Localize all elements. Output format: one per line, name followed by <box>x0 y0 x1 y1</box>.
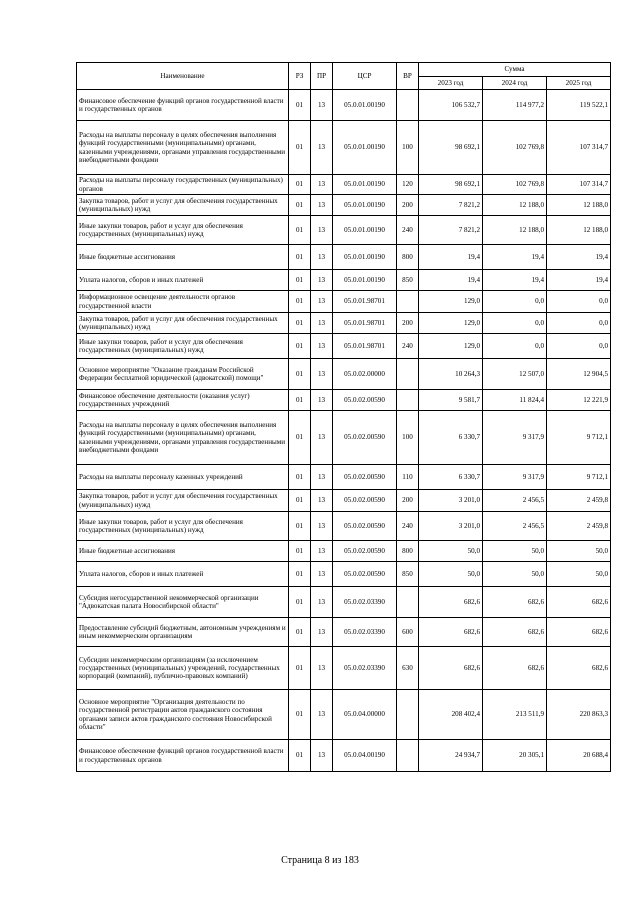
cell-v2023: 50,0 <box>419 562 483 587</box>
cell-v2024: 114 977,2 <box>483 90 547 121</box>
cell-v2025: 2 459,8 <box>547 490 611 512</box>
cell-vr: 630 <box>397 647 419 690</box>
cell-rz: 01 <box>289 313 311 334</box>
cell-v2023: 6 330,7 <box>419 411 483 465</box>
cell-v2024: 213 511,9 <box>483 690 547 740</box>
table-row <box>77 587 611 618</box>
cell-vr: 850 <box>397 270 419 291</box>
cell-rz: 01 <box>289 690 311 740</box>
table-body <box>77 90 611 772</box>
cell-v2024: 50,0 <box>483 541 547 562</box>
cell-pr: 13 <box>311 390 333 411</box>
cell-rz: 01 <box>289 411 311 465</box>
cell-name: Информационное освещение деятельности органов государственной власти <box>77 291 289 313</box>
cell-vr <box>397 359 419 390</box>
cell-csr: 05.0.01.98701 <box>333 313 397 334</box>
header-pr: ПР <box>311 63 333 90</box>
cell-name: Расходы на выплаты персоналу казенных учреждений <box>77 465 289 490</box>
cell-v2024: 12 188,0 <box>483 195 547 216</box>
cell-name: Субсидия негосударственной некоммерческой организации "Адвокатская палата Новосибирской области" <box>77 587 289 618</box>
cell-v2024: 19,4 <box>483 270 547 291</box>
cell-pr: 13 <box>311 562 333 587</box>
cell-rz: 01 <box>289 291 311 313</box>
cell-csr: 05.0.02.00590 <box>333 390 397 411</box>
table-row <box>77 465 611 490</box>
cell-v2025: 19,4 <box>547 270 611 291</box>
cell-csr: 05.0.01.98701 <box>333 291 397 313</box>
cell-rz: 01 <box>289 587 311 618</box>
cell-rz: 01 <box>289 740 311 772</box>
page-number: Страница 8 из 183 <box>281 855 359 866</box>
cell-v2025: 12 188,0 <box>547 195 611 216</box>
cell-v2025: 12 221,9 <box>547 390 611 411</box>
cell-pr: 13 <box>311 541 333 562</box>
cell-rz: 01 <box>289 216 311 245</box>
cell-v2025: 220 863,3 <box>547 690 611 740</box>
table-row <box>77 390 611 411</box>
cell-vr: 120 <box>397 175 419 195</box>
header-rz: РЗ <box>289 63 311 90</box>
cell-v2023: 98 692,1 <box>419 175 483 195</box>
cell-vr <box>397 740 419 772</box>
cell-rz: 01 <box>289 121 311 175</box>
cell-v2025: 682,6 <box>547 647 611 690</box>
cell-v2023: 106 532,7 <box>419 90 483 121</box>
cell-rz: 01 <box>289 245 311 270</box>
cell-rz: 01 <box>289 490 311 512</box>
cell-v2024: 50,0 <box>483 562 547 587</box>
cell-name: Финансовое обеспечение деятельности (оказания услуг) государственных учреждений <box>77 390 289 411</box>
cell-v2024: 9 317,9 <box>483 465 547 490</box>
table-row <box>77 245 611 270</box>
cell-csr: 05.0.01.98701 <box>333 334 397 359</box>
cell-v2023: 9 581,7 <box>419 390 483 411</box>
cell-v2025: 119 522,1 <box>547 90 611 121</box>
cell-v2024: 0,0 <box>483 291 547 313</box>
table-row <box>77 690 611 740</box>
cell-v2023: 19,4 <box>419 270 483 291</box>
cell-pr: 13 <box>311 465 333 490</box>
header-2025: 2025 год <box>547 77 611 90</box>
cell-vr <box>397 390 419 411</box>
cell-v2024: 11 824,4 <box>483 390 547 411</box>
cell-v2025: 50,0 <box>547 562 611 587</box>
cell-rz: 01 <box>289 562 311 587</box>
cell-csr: 05.0.02.00000 <box>333 359 397 390</box>
cell-v2023: 129,0 <box>419 334 483 359</box>
cell-v2025: 12 904,5 <box>547 359 611 390</box>
header-2023: 2023 год <box>419 77 483 90</box>
table-row <box>77 411 611 465</box>
cell-pr: 13 <box>311 359 333 390</box>
cell-v2023: 129,0 <box>419 291 483 313</box>
cell-v2024: 19,4 <box>483 245 547 270</box>
cell-vr: 110 <box>397 465 419 490</box>
cell-rz: 01 <box>289 512 311 541</box>
table-row <box>77 512 611 541</box>
cell-v2023: 3 201,0 <box>419 490 483 512</box>
cell-v2024: 682,6 <box>483 618 547 647</box>
table-row <box>77 90 611 121</box>
cell-pr: 13 <box>311 90 333 121</box>
cell-rz: 01 <box>289 270 311 291</box>
cell-vr <box>397 690 419 740</box>
cell-vr: 200 <box>397 313 419 334</box>
table-row <box>77 195 611 216</box>
cell-name: Основное мероприятие "Оказание гражданам Российской Федерации бесплатной юридической (адвокатской) помощи" <box>77 359 289 390</box>
cell-pr: 13 <box>311 587 333 618</box>
cell-name: Иные закупки товаров, работ и услуг для обеспечения государственных (муниципальных) нужд <box>77 216 289 245</box>
cell-vr: 800 <box>397 245 419 270</box>
cell-v2023: 7 821,2 <box>419 195 483 216</box>
cell-csr: 05.0.02.00590 <box>333 490 397 512</box>
cell-v2023: 682,6 <box>419 647 483 690</box>
cell-csr: 05.0.01.00190 <box>333 121 397 175</box>
cell-csr: 05.0.04.00000 <box>333 690 397 740</box>
cell-csr: 05.0.02.03390 <box>333 618 397 647</box>
cell-v2024: 102 769,8 <box>483 121 547 175</box>
cell-v2023: 98 692,1 <box>419 121 483 175</box>
cell-pr: 13 <box>311 740 333 772</box>
cell-rz: 01 <box>289 195 311 216</box>
cell-pr: 13 <box>311 490 333 512</box>
cell-v2024: 20 305,1 <box>483 740 547 772</box>
cell-csr: 05.0.01.00190 <box>333 195 397 216</box>
header-csr: ЦСР <box>333 63 397 90</box>
cell-v2025: 107 314,7 <box>547 175 611 195</box>
cell-name: Уплата налогов, сборов и иных платежей <box>77 270 289 291</box>
cell-csr: 05.0.01.00190 <box>333 245 397 270</box>
cell-v2024: 12 188,0 <box>483 216 547 245</box>
cell-csr: 05.0.02.03390 <box>333 587 397 618</box>
table-row <box>77 291 611 313</box>
cell-name: Иные бюджетные ассигнования <box>77 541 289 562</box>
cell-v2024: 0,0 <box>483 334 547 359</box>
cell-v2025: 0,0 <box>547 334 611 359</box>
cell-v2024: 0,0 <box>483 313 547 334</box>
cell-pr: 13 <box>311 216 333 245</box>
cell-csr: 05.0.01.00190 <box>333 216 397 245</box>
cell-pr: 13 <box>311 512 333 541</box>
cell-pr: 13 <box>311 618 333 647</box>
cell-vr <box>397 291 419 313</box>
cell-pr: 13 <box>311 291 333 313</box>
cell-pr: 13 <box>311 175 333 195</box>
cell-v2025: 0,0 <box>547 313 611 334</box>
cell-name: Расходы на выплаты персоналу в целях обеспечения выполнения функций государственными (муниципальными) органами, казенными учреждениями, органами управления государственными внебюджетными фондами <box>77 121 289 175</box>
cell-pr: 13 <box>311 195 333 216</box>
cell-vr <box>397 90 419 121</box>
cell-v2025: 50,0 <box>547 541 611 562</box>
cell-v2025: 682,6 <box>547 618 611 647</box>
cell-v2023: 208 402,4 <box>419 690 483 740</box>
table-row <box>77 740 611 772</box>
table-row <box>77 216 611 245</box>
cell-v2023: 50,0 <box>419 541 483 562</box>
cell-vr: 100 <box>397 121 419 175</box>
header-name: Наименование <box>77 63 289 90</box>
header-sum: Сумма <box>419 63 611 77</box>
cell-rz: 01 <box>289 465 311 490</box>
cell-name: Расходы на выплаты персоналу в целях обеспечения выполнения функций государственными (муниципальными) органами, казенными учреждениями, органами управления государственными внебюджетными фондами <box>77 411 289 465</box>
cell-v2023: 7 821,2 <box>419 216 483 245</box>
cell-csr: 05.0.01.00190 <box>333 90 397 121</box>
header-vr: ВР <box>397 63 419 90</box>
cell-vr: 240 <box>397 334 419 359</box>
cell-vr <box>397 587 419 618</box>
cell-v2025: 9 712,1 <box>547 411 611 465</box>
cell-name: Закупка товаров, работ и услуг для обеспечения государственных (муниципальных) нужд <box>77 313 289 334</box>
cell-rz: 01 <box>289 359 311 390</box>
cell-v2024: 682,6 <box>483 587 547 618</box>
header-2024: 2024 год <box>483 77 547 90</box>
cell-pr: 13 <box>311 313 333 334</box>
cell-name: Иные бюджетные ассигнования <box>77 245 289 270</box>
cell-v2024: 2 456,5 <box>483 490 547 512</box>
cell-pr: 13 <box>311 121 333 175</box>
cell-vr: 240 <box>397 512 419 541</box>
cell-v2025: 0,0 <box>547 291 611 313</box>
cell-pr: 13 <box>311 270 333 291</box>
cell-vr: 200 <box>397 195 419 216</box>
table-row <box>77 313 611 334</box>
cell-pr: 13 <box>311 690 333 740</box>
cell-csr: 05.0.01.00190 <box>333 175 397 195</box>
cell-pr: 13 <box>311 647 333 690</box>
cell-v2025: 19,4 <box>547 245 611 270</box>
cell-name: Финансовое обеспечение функций органов государственной власти и государственных органов <box>77 90 289 121</box>
cell-v2025: 107 314,7 <box>547 121 611 175</box>
cell-v2025: 12 188,0 <box>547 216 611 245</box>
cell-v2025: 2 459,8 <box>547 512 611 541</box>
cell-v2024: 102 769,8 <box>483 175 547 195</box>
cell-v2025: 20 688,4 <box>547 740 611 772</box>
cell-csr: 05.0.02.00590 <box>333 465 397 490</box>
cell-name: Финансовое обеспечение функций органов государственной власти и государственных органов <box>77 740 289 772</box>
cell-name: Предоставление субсидий бюджетным, автономным учреждениям и иным некоммерческим организациям <box>77 618 289 647</box>
cell-vr: 850 <box>397 562 419 587</box>
cell-pr: 13 <box>311 411 333 465</box>
table-row <box>77 175 611 195</box>
cell-name: Иные закупки товаров, работ и услуг для обеспечения государственных (муниципальных) нужд <box>77 334 289 359</box>
cell-v2024: 12 507,0 <box>483 359 547 390</box>
cell-name: Расходы на выплаты персоналу государственных (муниципальных) органов <box>77 175 289 195</box>
cell-name: Закупка товаров, работ и услуг для обеспечения государственных (муниципальных) нужд <box>77 195 289 216</box>
cell-v2023: 6 330,7 <box>419 465 483 490</box>
cell-v2025: 9 712,1 <box>547 465 611 490</box>
cell-v2023: 682,6 <box>419 587 483 618</box>
cell-vr: 100 <box>397 411 419 465</box>
cell-v2023: 129,0 <box>419 313 483 334</box>
cell-rz: 01 <box>289 334 311 359</box>
cell-csr: 05.0.02.00590 <box>333 411 397 465</box>
cell-pr: 13 <box>311 334 333 359</box>
cell-pr: 13 <box>311 245 333 270</box>
cell-vr: 600 <box>397 618 419 647</box>
cell-csr: 05.0.02.00590 <box>333 562 397 587</box>
cell-rz: 01 <box>289 175 311 195</box>
cell-v2023: 10 264,3 <box>419 359 483 390</box>
table-row <box>77 270 611 291</box>
cell-v2024: 9 317,9 <box>483 411 547 465</box>
cell-v2023: 24 934,7 <box>419 740 483 772</box>
cell-csr: 05.0.02.00590 <box>333 541 397 562</box>
cell-rz: 01 <box>289 647 311 690</box>
table-row <box>77 490 611 512</box>
cell-csr: 05.0.02.00590 <box>333 512 397 541</box>
budget-table <box>76 62 611 772</box>
cell-name: Иные закупки товаров, работ и услуг для обеспечения государственных (муниципальных) нужд <box>77 512 289 541</box>
cell-name: Субсидии некоммерческим организациям (за исключением государственных (муниципальных) учреждений, государственных корпораций (компаний), публично-правовых компаний) <box>77 647 289 690</box>
table-row <box>77 359 611 390</box>
cell-v2025: 682,6 <box>547 587 611 618</box>
cell-name: Уплата налогов, сборов и иных платежей <box>77 562 289 587</box>
cell-csr: 05.0.02.03390 <box>333 647 397 690</box>
cell-rz: 01 <box>289 90 311 121</box>
cell-rz: 01 <box>289 390 311 411</box>
cell-csr: 05.0.04.00190 <box>333 740 397 772</box>
table-row <box>77 618 611 647</box>
cell-v2023: 19,4 <box>419 245 483 270</box>
cell-vr: 240 <box>397 216 419 245</box>
table-row <box>77 647 611 690</box>
table-row <box>77 334 611 359</box>
cell-rz: 01 <box>289 618 311 647</box>
table-row <box>77 121 611 175</box>
cell-v2023: 682,6 <box>419 618 483 647</box>
table-row <box>77 562 611 587</box>
cell-name: Закупка товаров, работ и услуг для обеспечения государственных (муниципальных) нужд <box>77 490 289 512</box>
table-row <box>77 541 611 562</box>
cell-name: Основное мероприятие "Организация деятельности по государственной регистрации актов гражданского состояния органами записи актов гражданского состояния Новосибирской области" <box>77 690 289 740</box>
cell-v2024: 682,6 <box>483 647 547 690</box>
cell-v2023: 3 201,0 <box>419 512 483 541</box>
cell-rz: 01 <box>289 541 311 562</box>
cell-csr: 05.0.01.00190 <box>333 270 397 291</box>
cell-v2024: 2 456,5 <box>483 512 547 541</box>
cell-vr: 200 <box>397 490 419 512</box>
cell-vr: 800 <box>397 541 419 562</box>
